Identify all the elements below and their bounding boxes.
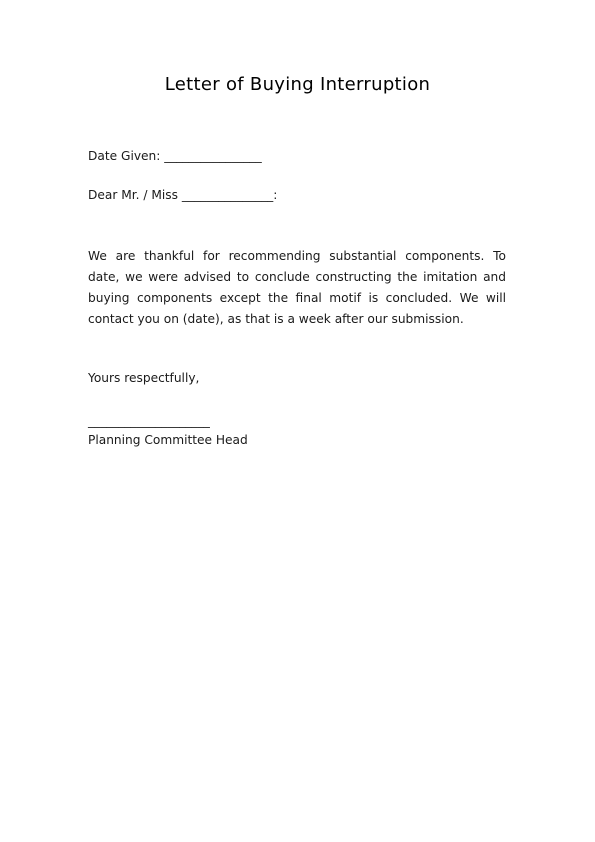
letter-body: We are thankful for recommending substantial components. To date, we were advised to conclude constructing the imitation and buying components except the final motif is concluded. We will contact you on (date), as that is a week after our submission. bbox=[88, 249, 506, 326]
closing-line: Yours respectfully, bbox=[88, 371, 200, 385]
signatory-title: Planning Committee Head bbox=[88, 433, 248, 447]
signature-line: ____________________ bbox=[88, 414, 210, 428]
date-line: Date Given: ________________ bbox=[88, 149, 262, 163]
document-title: Letter of Buying Interruption bbox=[164, 74, 431, 95]
salutation-line: Dear Mr. / Miss _______________: bbox=[88, 188, 278, 202]
